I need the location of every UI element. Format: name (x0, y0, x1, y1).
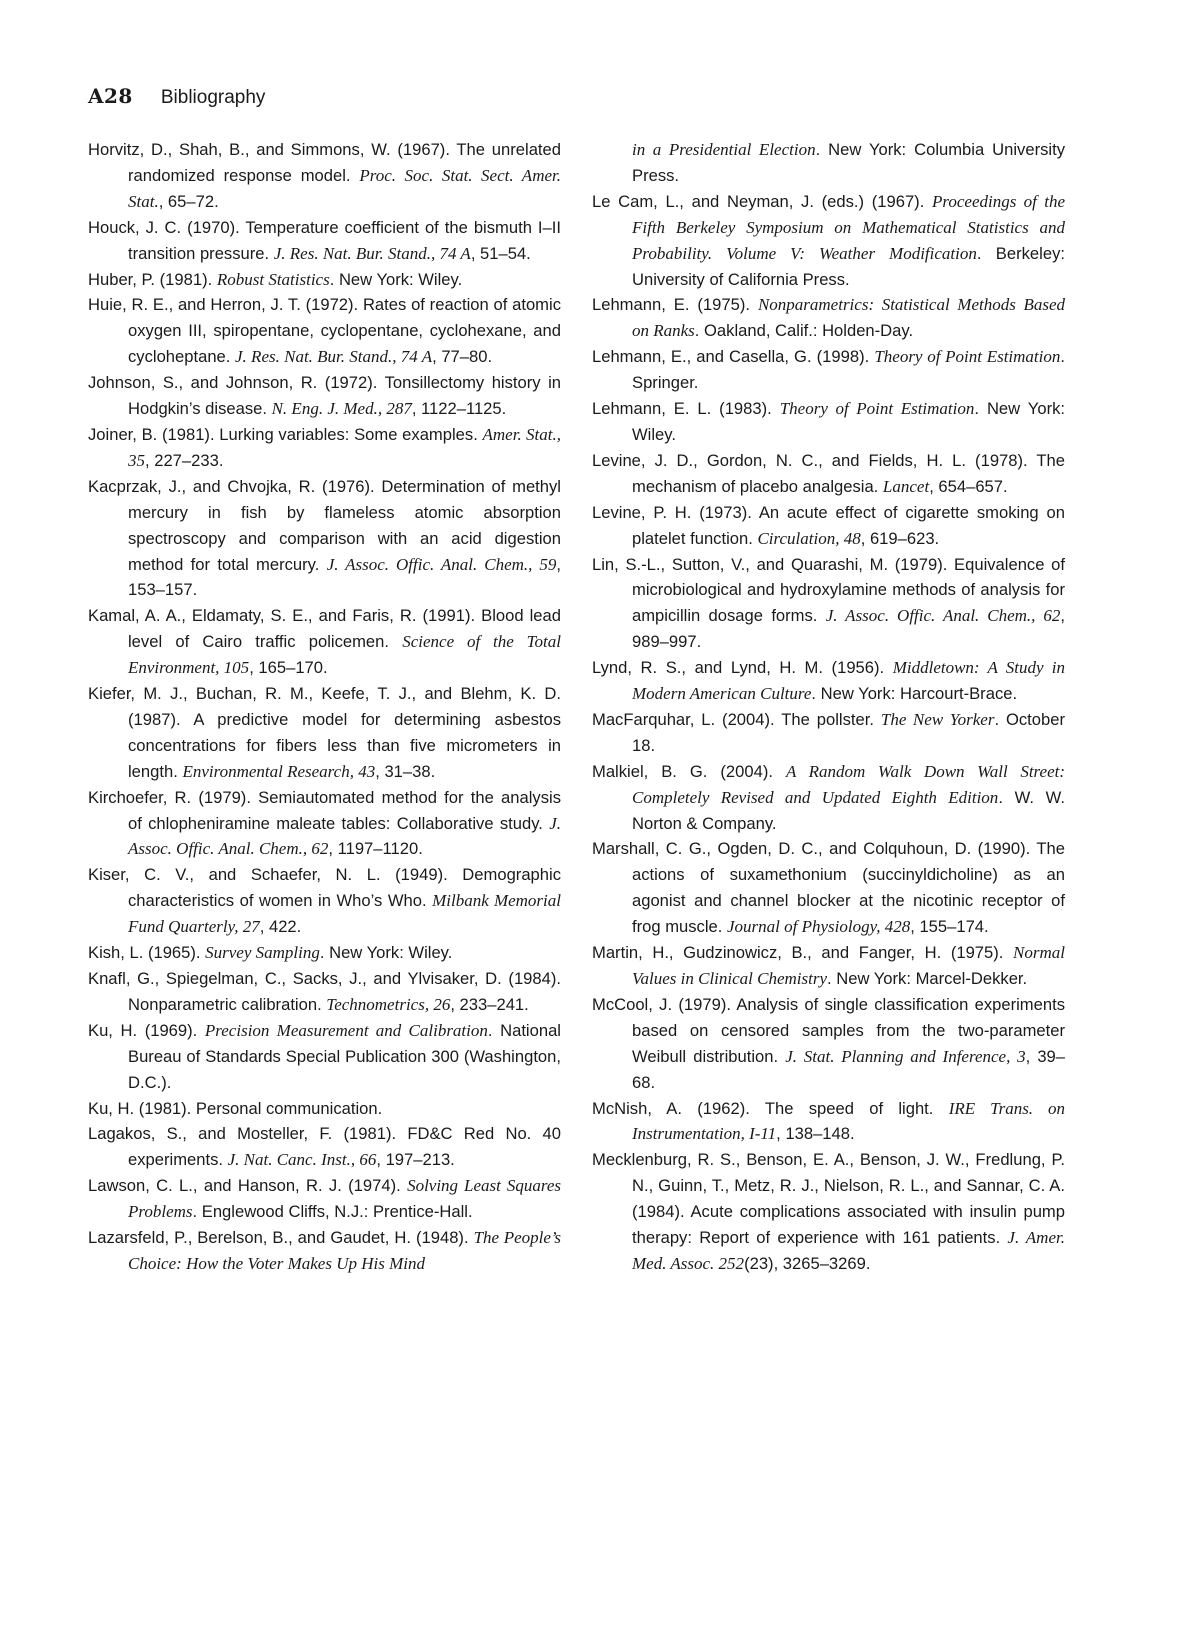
entry-text: . New York: Marcel-Dekker. (827, 969, 1028, 988)
bibliography-entry (88, 966, 561, 1018)
entry-italic-text: Science of the Total Environment, 105 (128, 632, 561, 678)
entry-text: Levine, P. H. (1973). An acute effect of cigarette smoking on platelet function. (592, 502, 1065, 548)
bibliography-entry (88, 137, 561, 215)
entry-italic-text: Lancet (882, 476, 930, 496)
entry-italic-text: Milbank Memorial Fund Quarterly, 27 (128, 891, 561, 937)
bibliography-entry (592, 448, 1065, 500)
bibliography-entry (88, 292, 561, 370)
entry-italic-text: Proceedings of the Fifth Berkeley Symposium on Mathematical Statistics and Probability. Volume V: Weather Modification (632, 191, 1065, 263)
entry-text: Martin, H., Gudzinowicz, B., and Fanger, H. (1975). (592, 943, 1014, 963)
entry-text: Johnson, S., and Johnson, R. (1972). Tonsillectomy history in Hodgkin’s disease. (88, 373, 561, 419)
bibliography-entry (88, 1173, 561, 1225)
entry-text: , 619–623. (860, 528, 940, 548)
entry-text: Ku, H. (1969). (88, 1020, 205, 1040)
entry-text: , 989–997. (632, 606, 1065, 652)
entry-italic-text: Normal Values in Clinical Chemistry (632, 943, 1065, 988)
bibliography-entry (88, 785, 561, 863)
entry-italic-text: Precision Measurement and Calibration (204, 1020, 488, 1040)
entry-text: Kamal, A. A., Eldamaty, S. E., and Faris, R. (1991). Blood lead level of Cairo traffic policemen. (88, 606, 561, 652)
entry-text: Lehmann, E., and Casella, G. (1998). (592, 347, 875, 367)
bibliography-entry (88, 1121, 561, 1173)
entry-text: , 654–657. (929, 476, 1008, 496)
bibliography-entry (592, 552, 1065, 656)
bibliography-entry (88, 1018, 561, 1096)
entry-text: . Englewood Cliffs, N.J.: Prentice-Hall. (192, 1202, 473, 1222)
entry-text: , 138–148. (776, 1124, 855, 1144)
entry-text: . New York: Wiley. (632, 399, 1066, 444)
bibliography-entry (88, 940, 561, 966)
bibliography-entry (592, 1147, 1065, 1277)
entry-italic-text: Environmental Research, 43 (182, 761, 376, 781)
bibliography-entry (88, 862, 561, 940)
entry-text: , 1122–1125. (411, 399, 507, 419)
left-column (88, 137, 561, 1277)
entry-italic-text: Survey Sampling (205, 943, 320, 963)
bibliography-entry (88, 370, 561, 422)
entry-text: Houck, J. C. (1970). Temperature coefficient of the bismuth I–II transition pressure. (88, 217, 561, 263)
bibliography-entry (592, 292, 1065, 344)
entry-text: Lagakos, S., and Mosteller, F. (1981). FD&C Red No. 40 experiments. (88, 1124, 561, 1170)
entry-text: , 39–68. (632, 1046, 1066, 1092)
entry-italic-text: Journal of Physiology, 428 (727, 917, 911, 937)
entry-text: Lehmann, E. (1975). (592, 295, 758, 315)
entry-text: , 227–233. (145, 450, 224, 470)
entry-italic-text: IRE Trans. on Instrumentation, I-11 (632, 1098, 1065, 1144)
page-number: A28 (88, 84, 133, 108)
entry-text: , 233–241. (450, 994, 529, 1014)
entry-italic-text: J. Assoc. Offic. Anal. Chem., 59 (326, 554, 557, 574)
entry-text: Lin, S.-L., Sutton, V., and Quarashi, M. (1979). Equivalence of microbiological and hydroxylamine methods of analysis for ampicillin dosage forms. (592, 554, 1065, 626)
entry-text: . Springer. (632, 347, 1065, 393)
entry-text: Lynd, R. S., and Lynd, H. M. (1956). (592, 658, 893, 678)
entry-text: , 77–80. (432, 347, 493, 367)
entry-text: Kacprzak, J., and Chvojka, R. (1976). Determination of methyl mercury in fish by flameless atomic absorption spectroscopy and comparison with an acid digestion method for total mercury. (88, 476, 561, 574)
entry-text: Kiser, C. V., and Schaefer, N. L. (1949). Demographic characteristics of women in Who’s Who. (88, 865, 561, 911)
bibliography-entry (88, 603, 561, 681)
bibliography-entry (592, 707, 1065, 759)
entry-text: Lehmann, E. L. (1983). (592, 399, 780, 419)
entry-italic-text: J. Stat. Planning and Inference, 3 (785, 1046, 1026, 1066)
entry-italic-text: Theory of Point Estimation (874, 347, 1061, 367)
entry-text: , 153–157. (128, 554, 561, 600)
entry-italic-text: J. Nat. Canc. Inst., 66 (227, 1150, 377, 1170)
entry-text: (23), 3265–3269. (744, 1253, 871, 1273)
entry-italic-text: Proc. Soc. Stat. Sect. Amer. Stat. (128, 165, 561, 211)
bibliography-entry (592, 189, 1065, 293)
entry-text: . National Bureau of Standards Special Publication 300 (Washington, D.C.). (128, 1020, 561, 1092)
bibliography-entry (592, 396, 1065, 448)
entry-italic-text: J. Assoc. Offic. Anal. Chem., 62 (825, 606, 1061, 626)
bibliography-entry (592, 500, 1065, 552)
entry-italic-text: J. Res. Nat. Bur. Stand., 74 A (235, 347, 433, 367)
entry-text: Huber, P. (1981). (88, 269, 217, 289)
running-title: Bibliography (160, 87, 266, 108)
bibliography-entry (88, 681, 561, 785)
entry-italic-text: N. Eng. J. Med., 287 (271, 399, 412, 419)
entry-text: Marshall, C. G., Ogden, D. C., and Colquhoun, D. (1990). The actions of suxamethonium (succinyldicholine) as an agonist and channel blocker at the nicotinic receptor of frog muscle. (592, 839, 1065, 937)
page-header (88, 84, 265, 114)
entry-text: . New York: Wiley. (319, 943, 453, 963)
entry-text: Knafl, G., Spiegelman, C., Sacks, J., and Ylvisaker, D. (1984). Nonparametric calibration. (88, 969, 561, 1014)
entry-italic-text: in a Presidential Election (632, 140, 816, 159)
entry-text: Kirchoefer, R. (1979). Semiautomated method for the analysis of chlopheniramine maleate tables: Collaborative study. (88, 787, 561, 833)
entry-text: Lazarsfeld, P., Berelson, B., and Gaudet, H. (1948). (88, 1228, 474, 1248)
entry-italic-text: The New Yorker (880, 709, 995, 729)
entry-italic-text: Robust Statistics (216, 269, 330, 289)
entry-italic-text: Theory of Point Estimation (779, 399, 975, 419)
entry-text: Malkiel, B. G. (2004). (592, 761, 786, 781)
entry-text: Mecklenburg, R. S., Benson, E. A., Benson, J. W., Fredlung, P. N., Guinn, T., Metz, R. J., Nielson, R. L., and Sannar, C. A. (1984). Acute complications associated with insulin pump therapy: Report of experience with 161 patients. (592, 1150, 1065, 1248)
entry-text: MacFarquhar, L. (2004). The pollster. (592, 709, 881, 729)
bibliography-entry (88, 267, 561, 293)
entry-italic-text: A Random Walk Down Wall Street: Completely Revised and Updated Eighth Edition (632, 761, 1066, 807)
entry-text: . October 18. (632, 709, 1065, 755)
entry-text: Horvitz, D., Shah, B., and Simmons, W. (1967). The unrelated randomized response model. (88, 140, 561, 185)
bibliography-entry (88, 215, 561, 267)
bibliography-entry (88, 422, 561, 474)
entry-text: Le Cam, L., and Neyman, J. (eds.) (1967). (592, 191, 933, 211)
entry-italic-text: J. Amer. Med. Assoc. 252 (632, 1228, 1065, 1273)
entry-text: Levine, J. D., Gordon, N. C., and Fields, H. L. (1978). The mechanism of placebo analgesia. (592, 450, 1065, 496)
entry-italic-text: Technometrics, 26 (326, 994, 451, 1014)
bibliography-entry (592, 344, 1065, 396)
entry-text: . W. W. Norton & Company. (632, 787, 1065, 833)
entry-text: Huie, R. E., and Herron, J. T. (1972). Rates of reaction of atomic oxygen III, spiropentane, cyclopentane, cyclohexane, and cycloheptane. (88, 295, 561, 367)
entry-text: , 165–170. (249, 658, 328, 678)
entry-text: Lawson, C. L., and Hanson, R. J. (1974). (88, 1176, 408, 1196)
entry-italic-text: Solving Least Squares Problems (128, 1176, 561, 1222)
entry-text: Kish, L. (1965). (88, 943, 206, 963)
entry-italic-text: The People’s Choice: How the Voter Makes Up His Mind (128, 1228, 561, 1273)
entry-text: . Berkeley: University of California Press. (632, 243, 1065, 289)
entry-text: McNish, A. (1962). The speed of light. (592, 1098, 949, 1118)
bibliography-entry (592, 1096, 1065, 1148)
entry-text: , 197–213. (376, 1150, 455, 1170)
bibliography-entry (592, 137, 1065, 189)
entry-italic-text: Amer. Stat., 35 (128, 424, 561, 470)
bibliography-entry (592, 655, 1065, 707)
bibliography-entry (592, 759, 1065, 837)
entry-text: , 31–38. (375, 761, 436, 781)
bibliography-entry (88, 1225, 561, 1277)
entry-text: Joiner, B. (1981). Lurking variables: Some examples. (88, 424, 483, 444)
entry-text: , 51–54. (470, 243, 531, 263)
entry-text: , 1197–1120. (328, 839, 423, 859)
entry-text: . New York: Wiley. (329, 269, 463, 289)
entry-text: . New York: Harcourt-Brace. (811, 684, 1018, 704)
entry-text: McCool, J. (1979). Analysis of single classification experiments based on censored samples from the two-parameter Weibull distribution. (592, 994, 1065, 1066)
entry-text: , 422. (259, 917, 302, 937)
bibliography-entry (88, 1096, 561, 1122)
entry-italic-text: Middletown: A Study in Modern American Culture (632, 658, 1065, 704)
entry-italic-text: J. Res. Nat. Bur. Stand., 74 A (273, 243, 471, 263)
bibliography-entry (592, 992, 1065, 1096)
entry-text: . New York: Columbia University Press. (632, 140, 1065, 185)
entry-text: , 155–174. (910, 917, 989, 937)
entry-text: Kiefer, M. J., Buchan, R. M., Keefe, T. J., and Blehm, K. D. (1987). A predictive model for determining asbestos concentrations for fibers less than five micrometers in length. (88, 684, 561, 781)
entry-italic-text: Circulation, 48 (757, 528, 861, 548)
entry-text: . Oakland, Calif.: Holden-Day. (694, 321, 914, 341)
entry-italic-text: J. Assoc. Offic. Anal. Chem., 62 (128, 813, 561, 859)
bibliography-entry (592, 836, 1065, 940)
bibliography-entry (592, 940, 1065, 992)
bibliography-entry (88, 474, 561, 604)
entry-text: , 65–72. (158, 191, 219, 211)
right-column (592, 137, 1065, 1277)
entry-text: Ku, H. (1981). Personal communication. (88, 1098, 383, 1118)
entry-italic-text: Nonparametrics: Statistical Methods Based on Ranks (632, 295, 1065, 341)
